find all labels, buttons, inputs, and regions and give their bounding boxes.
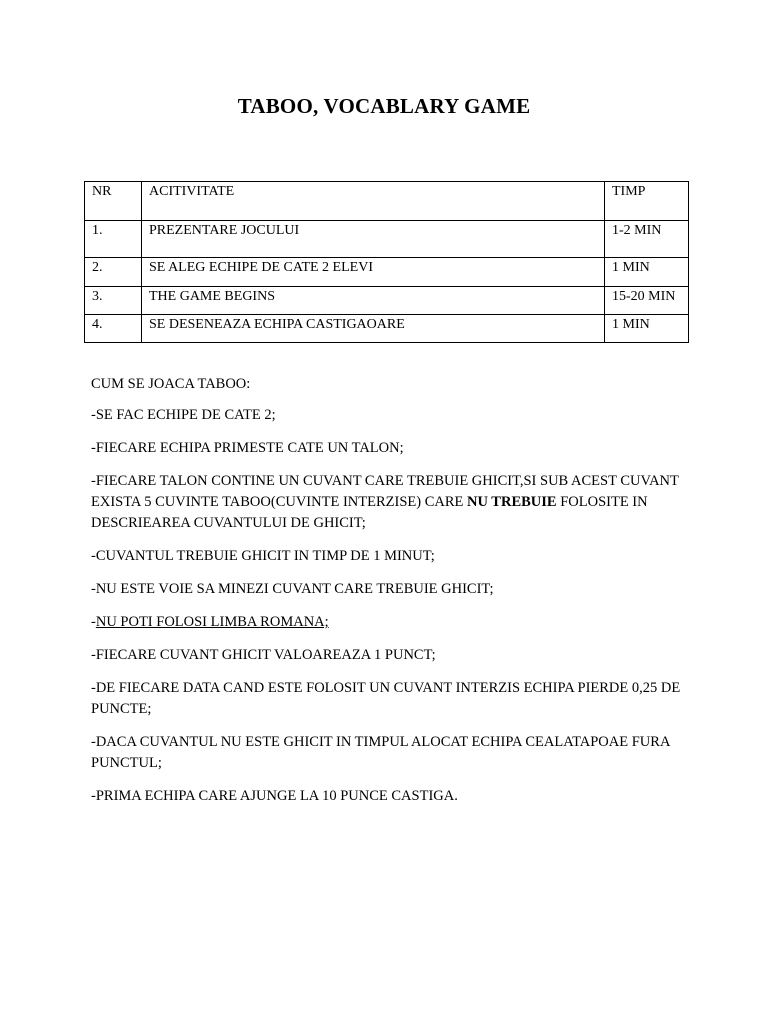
activity-table xyxy=(84,181,689,343)
cell-nr: 4. xyxy=(85,315,142,343)
cell-nr: 3. xyxy=(85,287,142,315)
table-header-row xyxy=(85,182,689,221)
rule-text: -FIECARE TALON CONTINE UN CUVANT CARE TREBUIE GHICIT,SI SUB ACEST CUVANT EXISTA 5 CUVINTE TABOO(CUVINTE INTERZISE) CARE xyxy=(91,473,679,510)
rule-item: -FIECARE ECHIPA PRIMESTE CATE UN TALON; xyxy=(91,440,404,456)
table-row xyxy=(85,287,689,315)
rule-prefix: - xyxy=(91,614,96,630)
page-title: TABOO, VOCABLARY GAME xyxy=(237,94,531,118)
cell-nr: 1. xyxy=(85,221,142,258)
rule-item: -NU ESTE VOIE SA MINEZI CUVANT CARE TREBUIE GHICIT; xyxy=(91,581,494,597)
cell-timp: 15-20 MIN xyxy=(605,287,689,315)
rules-intro: CUM SE JOACA TABOO: xyxy=(91,376,251,392)
cell-nr: 2. xyxy=(85,258,142,287)
header-timp: TIMP xyxy=(605,182,689,221)
rule-emphasis: NU TREBUIE xyxy=(467,494,557,510)
table-row xyxy=(85,221,689,258)
header-nr: NR xyxy=(85,182,142,221)
cell-activitate: SE ALEG ECHIPE DE CATE 2 ELEVI xyxy=(142,258,605,287)
cell-activitate: PREZENTARE JOCULUI xyxy=(142,221,605,258)
cell-timp: 1 MIN xyxy=(605,315,689,343)
rule-text: FOLOSITE IN DESCRIEAREA CUVANTULUI DE GHICIT; xyxy=(91,494,648,531)
rule-item: -DACA CUVANTUL NU ESTE GHICIT IN TIMPUL ALOCAT ECHIPA CEALATAPOAE FURA PUNCTUL; xyxy=(91,734,670,771)
cell-activitate: SE DESENEAZA ECHIPA CASTIGAOARE xyxy=(142,315,605,343)
cell-timp: 1-2 MIN xyxy=(605,221,689,258)
cell-activitate: THE GAME BEGINS xyxy=(142,287,605,315)
rule-item xyxy=(91,612,691,633)
rule-item xyxy=(91,471,691,534)
rule-item: -DE FIECARE DATA CAND ESTE FOLOSIT UN CUVANT INTERZIS ECHIPA PIERDE 0,25 DE PUNCTE; xyxy=(91,680,681,717)
rule-item: -PRIMA ECHIPA CARE AJUNGE LA 10 PUNCE CASTIGA. xyxy=(91,788,458,804)
header-activitate: ACITIVITATE xyxy=(142,182,605,221)
rules-section xyxy=(91,374,691,819)
rule-item: -CUVANTUL TREBUIE GHICIT IN TIMP DE 1 MINUT; xyxy=(91,548,435,564)
cell-timp: 1 MIN xyxy=(605,258,689,287)
table-row xyxy=(85,315,689,343)
rule-item: -SE FAC ECHIPE DE CATE 2; xyxy=(91,407,276,423)
rule-item: -FIECARE CUVANT GHICIT VALOAREAZA 1 PUNCT; xyxy=(91,647,436,663)
table-row xyxy=(85,258,689,287)
rule-underlined: NU POTI FOLOSI LIMBA ROMANA; xyxy=(95,614,329,630)
